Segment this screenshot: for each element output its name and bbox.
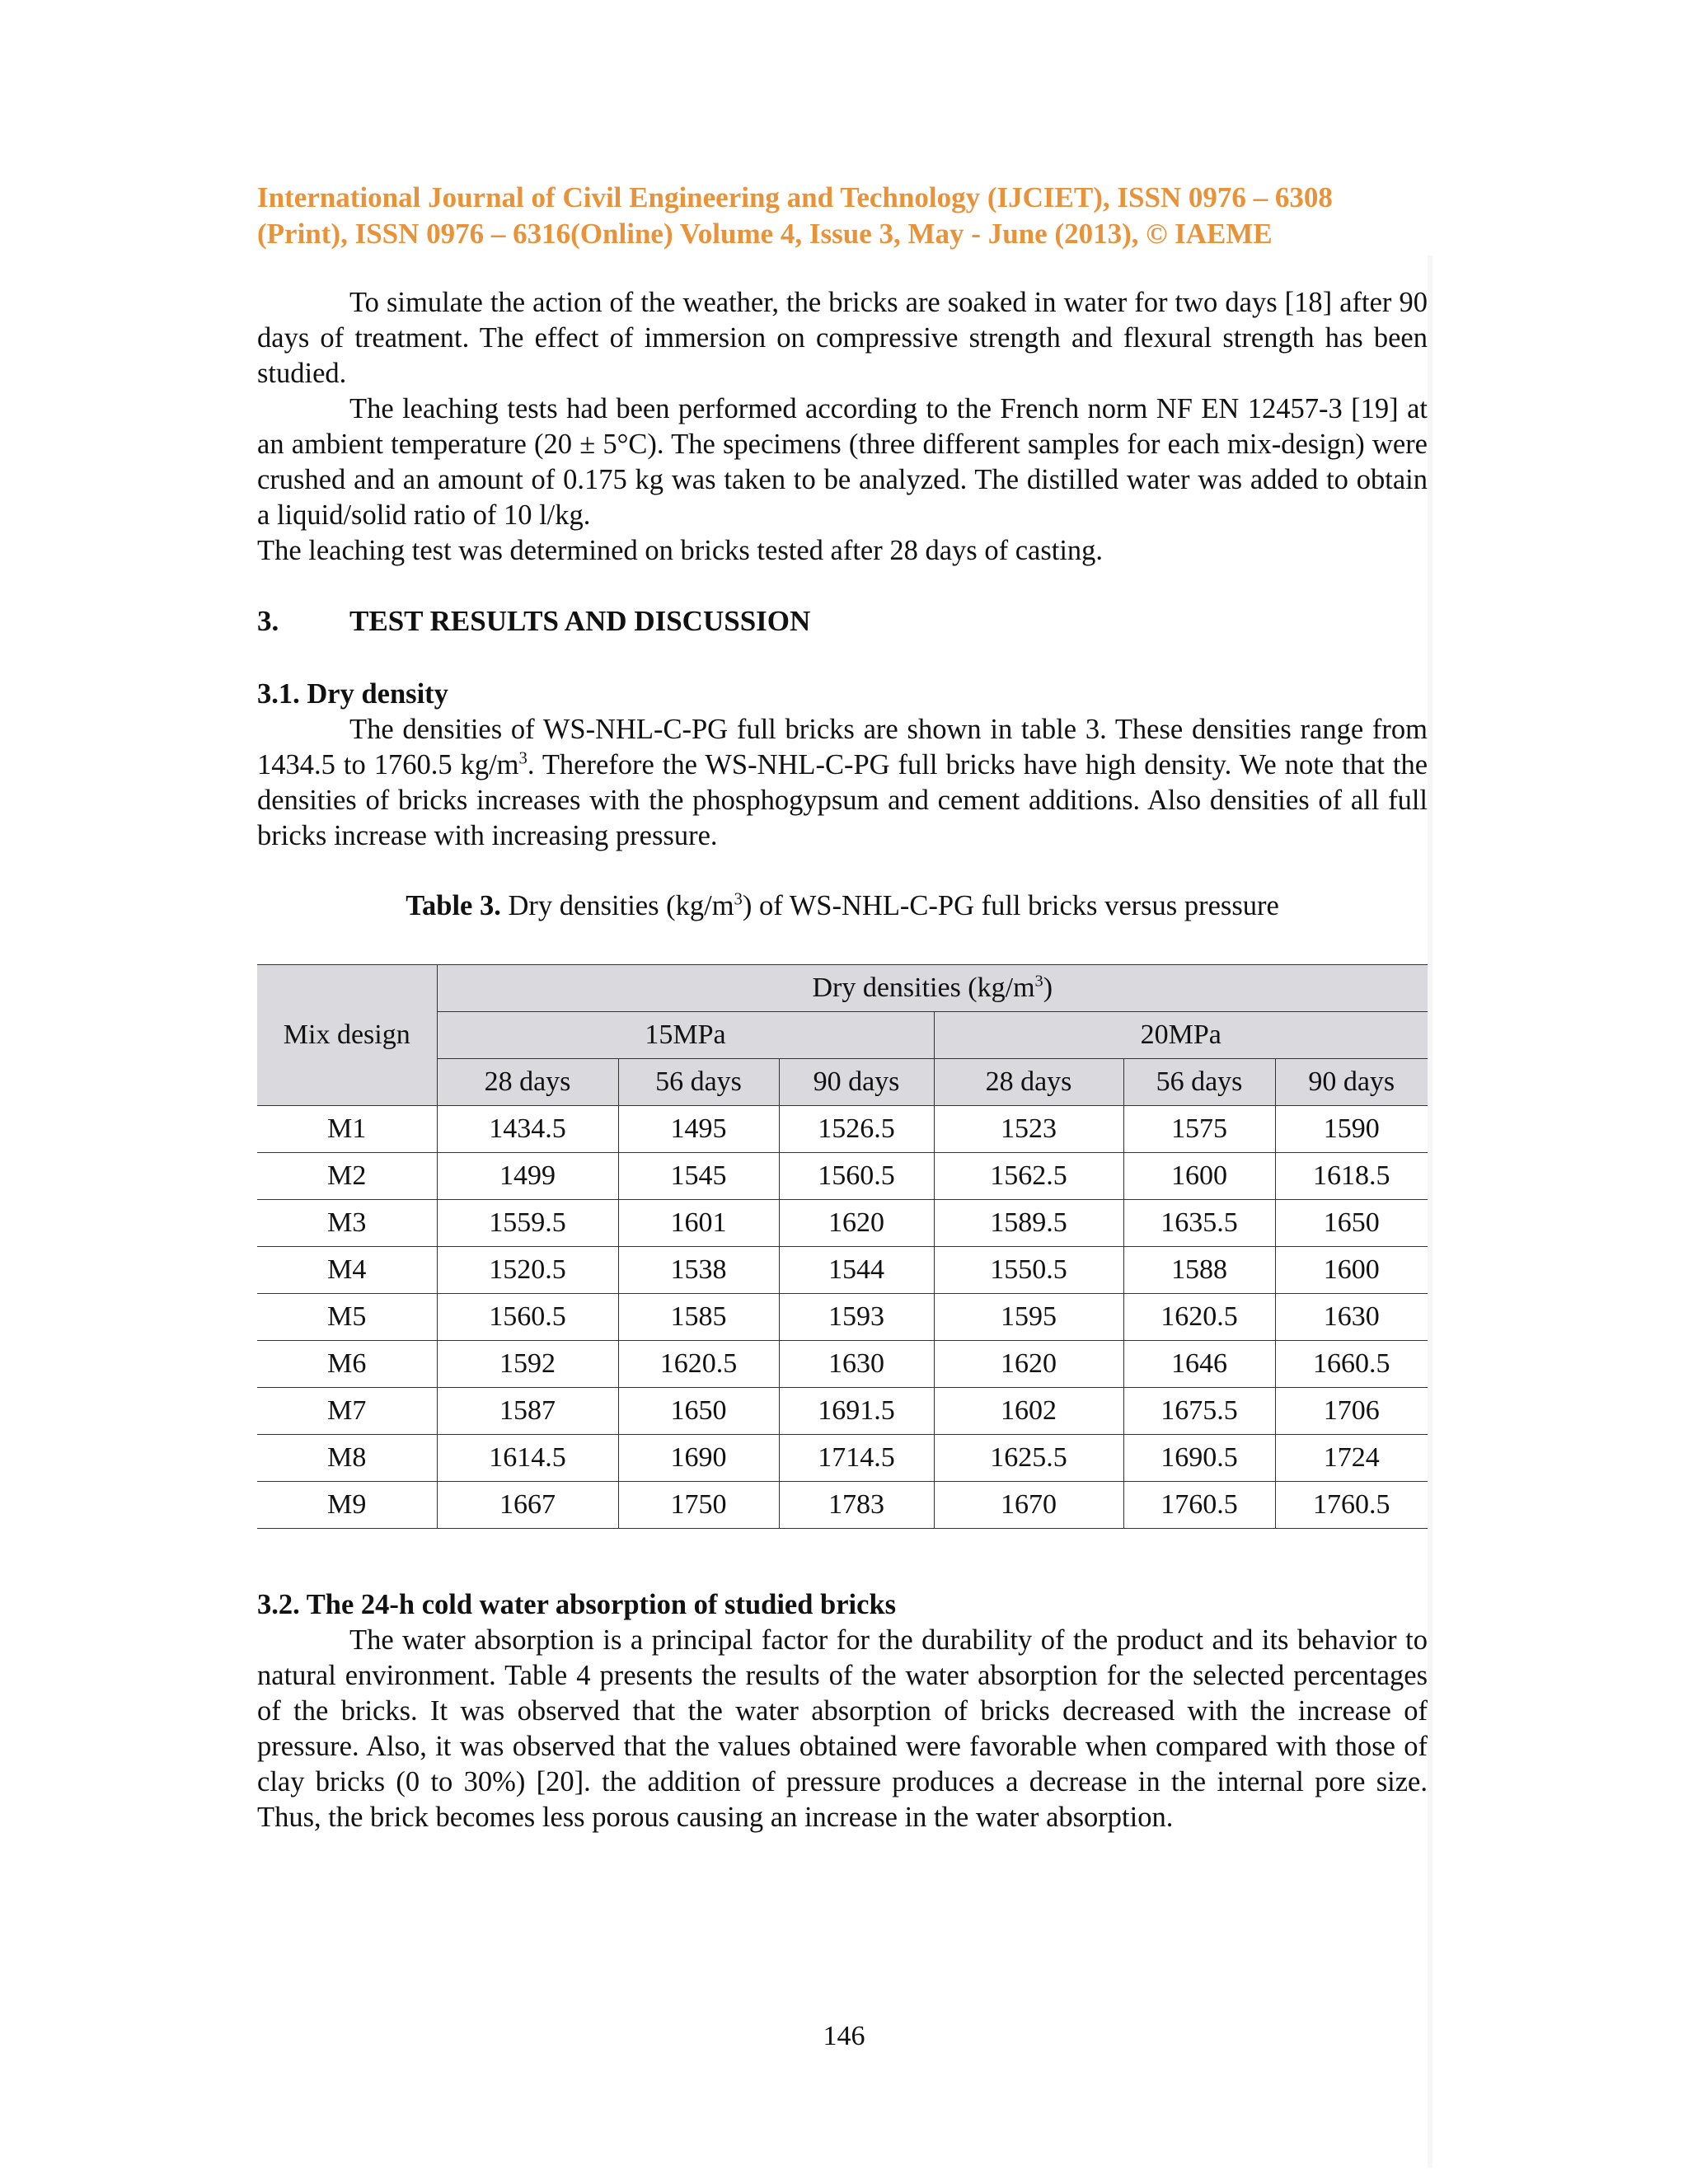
mix-cell: M2	[257, 1153, 437, 1200]
density-cell: 1620	[779, 1200, 934, 1247]
density-cell: 1544	[779, 1247, 934, 1294]
density-cell: 1724	[1275, 1435, 1428, 1482]
density-cell: 1760.5	[1123, 1482, 1275, 1529]
density-cell: 1595	[934, 1294, 1123, 1341]
section-3-1-text-b: . Therefore the WS-NHL-C-PG full bricks have high density. We note that the densities of bricks increases with the phosphogypsum and cement additions. Also densities of all full bricks increase with increasing pressure.	[257, 749, 1428, 851]
section-3-number: 3.	[257, 605, 279, 637]
density-cell: 1630	[1275, 1294, 1428, 1341]
density-cell: 1526.5	[779, 1106, 934, 1153]
journal-header	[257, 180, 1428, 252]
mix-design-header-label: Mix design	[283, 1019, 410, 1050]
density-cell: 1630	[779, 1341, 934, 1388]
density-cell: 1575	[1123, 1106, 1275, 1153]
density-cell: 1601	[618, 1200, 779, 1247]
section-3-1-text-a: The densities of WS-NHL-C-PG full bricks are shown in table 3. These densities range from 1434.5 to 1760.5 kg/m	[257, 714, 1428, 780]
section-3-2-title: 3.2. The 24-h cold water absorption of studied bricks	[257, 1589, 897, 1620]
density-cell: 1706	[1275, 1388, 1428, 1435]
table-header-row-1	[257, 965, 1428, 1012]
density-cell: 1550.5	[934, 1247, 1123, 1294]
density-cell: 1559.5	[437, 1200, 618, 1247]
density-cell: 1592	[437, 1341, 618, 1388]
density-cell: 1635.5	[1123, 1200, 1275, 1247]
density-cell: 1714.5	[779, 1435, 934, 1482]
table-row	[257, 1388, 1428, 1435]
density-cell: 1545	[618, 1153, 779, 1200]
table-3-caption	[257, 890, 1428, 922]
density-cell: 1499	[437, 1153, 618, 1200]
density-cell: 1587	[437, 1388, 618, 1435]
table-row	[257, 1435, 1428, 1482]
journal-header-line-1: International Journal of Civil Engineering and Technology (IJCIET), ISSN 0976 – 6308	[257, 181, 1333, 213]
table-3-caption-text-a: Dry densities (kg/m	[500, 890, 734, 921]
density-cell: 1620.5	[1123, 1294, 1275, 1341]
days-header: 28 days	[934, 1059, 1123, 1106]
density-cell: 1690.5	[1123, 1435, 1275, 1482]
page-number: 146	[823, 2021, 865, 2051]
dry-densities-header	[437, 965, 1428, 1012]
table-3-label: Table 3.	[406, 890, 501, 921]
density-cell: 1523	[934, 1106, 1123, 1153]
mix-cell: M1	[257, 1106, 437, 1153]
pressure-15mpa-header: 15MPa	[437, 1012, 934, 1059]
days-header: 28 days	[437, 1059, 618, 1106]
table-row	[257, 1247, 1428, 1294]
dry-densities-header-text-a: Dry densities (kg/m	[812, 972, 1035, 1003]
density-cell: 1618.5	[1275, 1153, 1428, 1200]
table-row	[257, 1341, 1428, 1388]
density-cell: 1600	[1275, 1247, 1428, 1294]
mix-cell: M4	[257, 1247, 437, 1294]
density-cell: 1560.5	[779, 1153, 934, 1200]
days-header: 56 days	[618, 1059, 779, 1106]
density-cell: 1646	[1123, 1341, 1275, 1388]
density-cell: 1602	[934, 1388, 1123, 1435]
mix-cell: M9	[257, 1482, 437, 1529]
section-3-1-title: 3.1. Dry density	[257, 678, 448, 710]
density-cell: 1660.5	[1275, 1341, 1428, 1388]
dry-densities-header-text-b: )	[1043, 972, 1053, 1003]
density-cell: 1690	[618, 1435, 779, 1482]
table-3-dry-densities	[257, 964, 1428, 1529]
dry-densities-header-sup: 3	[1034, 972, 1043, 991]
table-row	[257, 1200, 1428, 1247]
density-cell: 1588	[1123, 1247, 1275, 1294]
table-row	[257, 1153, 1428, 1200]
density-cell: 1691.5	[779, 1388, 934, 1435]
mix-cell: M8	[257, 1435, 437, 1482]
density-cell: 1750	[618, 1482, 779, 1529]
section-3-2	[257, 1587, 1428, 1835]
density-cell: 1760.5	[1275, 1482, 1428, 1529]
density-cell: 1600	[1123, 1153, 1275, 1200]
section-3-1-paragraph	[257, 712, 1428, 854]
section-3-1-sup: 3	[518, 749, 528, 768]
days-header: 56 days	[1123, 1059, 1275, 1106]
table-row	[257, 1294, 1428, 1341]
density-cell: 1538	[618, 1247, 779, 1294]
days-header: 90 days	[779, 1059, 934, 1106]
intro-paragraph-3: The leaching test was determined on bricks tested after 28 days of casting.	[257, 535, 1104, 566]
section-3-title: TEST RESULTS AND DISCUSSION	[349, 605, 811, 637]
density-cell: 1650	[618, 1388, 779, 1435]
density-cell: 1783	[779, 1482, 934, 1529]
density-cell: 1434.5	[437, 1106, 618, 1153]
journal-header-line-2: (Print), ISSN 0976 – 6316(Online) Volume 4, Issue 3, May - June (2013), © IAEME	[257, 218, 1273, 250]
mix-cell: M7	[257, 1388, 437, 1435]
density-cell: 1495	[618, 1106, 779, 1153]
table-row	[257, 1106, 1428, 1153]
density-cell: 1589.5	[934, 1200, 1123, 1247]
density-cell: 1667	[437, 1482, 618, 1529]
table-row	[257, 1482, 1428, 1529]
mix-cell: M5	[257, 1294, 437, 1341]
mix-cell: M6	[257, 1341, 437, 1388]
section-3-heading	[257, 605, 810, 638]
density-cell: 1560.5	[437, 1294, 618, 1341]
density-cell: 1620.5	[618, 1341, 779, 1388]
section-3-2-paragraph: The water absorption is a principal factor for the durability of the product and its behavior to natural environment. Table 4 presents the results of the water absorption for the selected percentages of the bricks. It was observed that the water absorption of bricks decreased with the increase of pressure. Also, it was observed that the values obtained were favorable when compared with those of clay bricks (0 to 30%) [20]. the addition of pressure produces a decrease in the internal pore size. Thus, the brick becomes less porous causing an increase in the water absorption.	[257, 1624, 1428, 1833]
days-header: 90 days	[1275, 1059, 1428, 1106]
density-cell: 1590	[1275, 1106, 1428, 1153]
intro-paragraph-1: To simulate the action of the weather, the bricks are soaked in water for two days [18] after 90 days of treatment. The effect of immersion on compressive strength and flexural strength has been studied.	[257, 287, 1428, 389]
intro-paragraph-2: The leaching tests had been performed according to the French norm NF EN 12457-3 [19] at an ambient temperature (20 ± 5°C). The specimens (three different samples for each mix-design) were crushed and an amount of 0.175 kg was taken to be analyzed. The distilled water was added to obtain a liquid/solid ratio of 10 l/kg.	[257, 393, 1428, 531]
scan-edge-band	[1428, 255, 1432, 2168]
table-3-caption-sup: 3	[734, 890, 743, 909]
density-cell: 1650	[1275, 1200, 1428, 1247]
density-cell: 1675.5	[1123, 1388, 1275, 1435]
intro-text	[257, 285, 1428, 569]
density-cell: 1620	[934, 1341, 1123, 1388]
table-3-caption-text-b: ) of WS-NHL-C-PG full bricks versus pressure	[742, 890, 1279, 921]
density-cell: 1614.5	[437, 1435, 618, 1482]
density-cell: 1562.5	[934, 1153, 1123, 1200]
density-cell: 1593	[779, 1294, 934, 1341]
density-cell: 1585	[618, 1294, 779, 1341]
pressure-20mpa-header: 20MPa	[934, 1012, 1428, 1059]
mix-design-header	[257, 965, 437, 1106]
density-cell: 1520.5	[437, 1247, 618, 1294]
density-cell: 1625.5	[934, 1435, 1123, 1482]
mix-cell: M3	[257, 1200, 437, 1247]
density-cell: 1670	[934, 1482, 1123, 1529]
section-3-1	[257, 677, 1428, 854]
